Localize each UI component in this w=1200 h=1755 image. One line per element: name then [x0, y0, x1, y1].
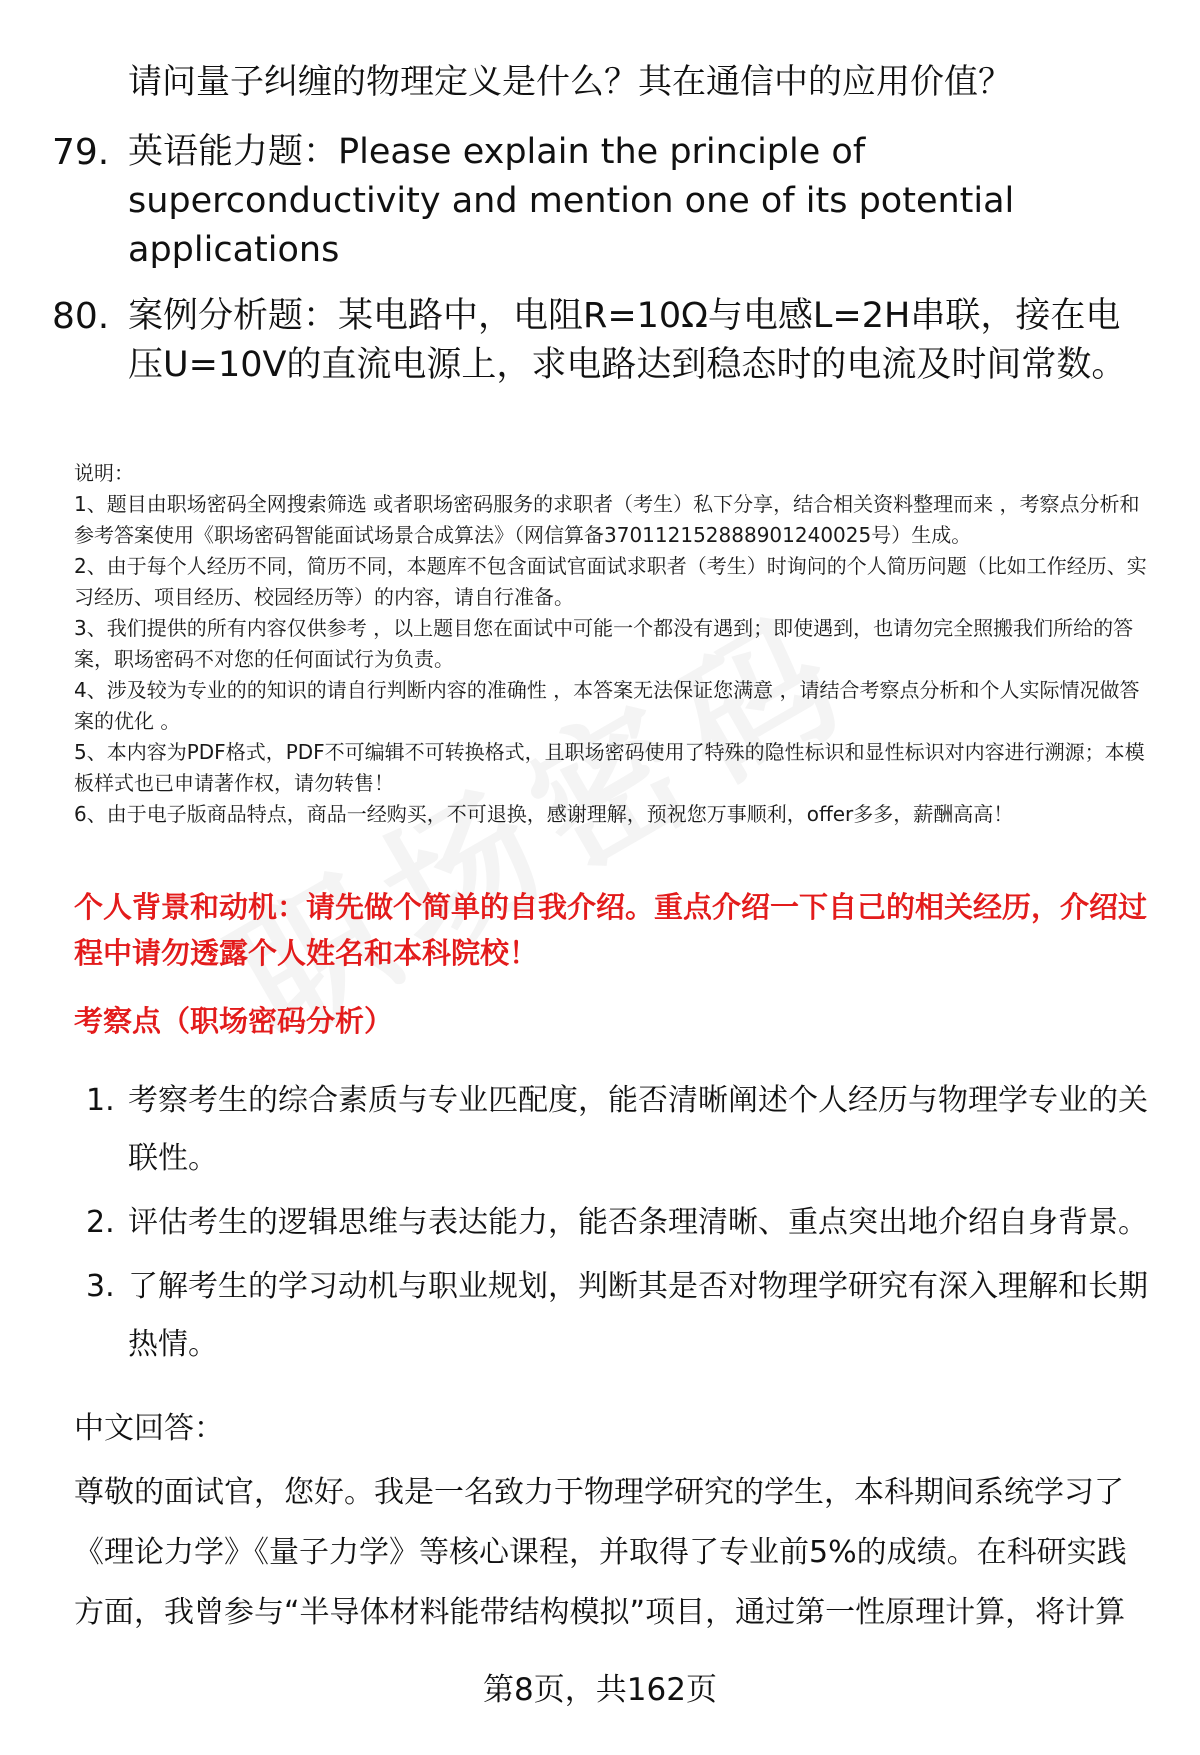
note-item: 6、由于电子版商品特点，商品一经购买，不可退换，感谢理解，预祝您万事顺利，offer多多，薪酬高高！	[74, 802, 1014, 826]
assessment-point	[74, 1258, 1154, 1374]
question-number: 80.	[52, 296, 110, 337]
assessment-heading: 考察点（职场密码分析）	[74, 1004, 394, 1038]
assessment-point	[74, 1194, 1154, 1252]
note-item: 2、由于每个人经历不同，简历不同，本题库不包含面试官面试求职者（考生）时询问的个人简历问题（比如工作经历、实习经历、项目经历、校园经历等）的内容，请自行准备。	[74, 554, 1147, 609]
point-text: 了解考生的学习动机与职业规划，判断其是否对物理学研究有深入理解和长期热情。	[128, 1269, 1148, 1362]
point-text: 考察考生的综合素质与专业匹配度，能否清晰阐述个人经历与物理学专业的关联性。	[128, 1083, 1148, 1176]
answer-label: 中文回答：	[74, 1411, 224, 1446]
notes-title: 说明：	[74, 461, 134, 485]
point-text: 评估考生的逻辑思维与表达能力，能否条理清晰、重点突出地介绍自身背景。	[128, 1205, 1148, 1240]
question-78-text: 请问量子纠缠的物理定义是什么？其在通信中的应用价值？	[128, 62, 1012, 102]
question-number: 79.	[52, 132, 110, 173]
answer-text: 尊敬的面试官，您好。我是一名致力于物理学研究的学生，本科期间系统学习了《理论力学》《量子力学》等核心课程，并取得了专业前5%的成绩。在科研实践方面，我曾参与“半导体材料能带结构模拟”项目，通过第一性原理计算，将计算	[74, 1475, 1127, 1630]
question-text: 案例分析题：某电路中，电阻R=10Ω与电感L=2H串联，接在电压U=10V的直流电源上，求电路达到稳态时的电流及时间常数。	[128, 296, 1127, 385]
point-number: 3.	[86, 1269, 115, 1304]
point-number: 1.	[86, 1083, 115, 1118]
page-footer: 第8页，共162页	[483, 1672, 717, 1708]
note-item: 4、涉及较为专业的的知识的请自行判断内容的准确性 ，本答案无法保证您满意 ，请结合考察点分析和个人实际情况做答案的优化 。	[74, 678, 1140, 733]
question-text: 英语能力题：Please explain the principle of superconductivity and mention one of its potential applications	[128, 132, 1015, 270]
note-item: 3、我们提供的所有内容仅供参考 ，以上题目您在面试中可能一个都没有遇到；即使遇到，也请勿完全照搬我们所给的答案，职场密码不对您的任何面试行为负责。	[74, 616, 1134, 671]
note-item: 1、题目由职场密码全网搜索筛选 或者职场密码服务的求职者（考生）私下分享，结合相关资料整理而来 ，考察点分析和参考答案使用《职场密码智能面试场景合成算法》（网信算备370112152888901240025号）生成。	[74, 492, 1140, 547]
assessment-points-list	[74, 1072, 1154, 1380]
assessment-point	[74, 1072, 1154, 1188]
point-number: 2.	[86, 1205, 115, 1240]
notes-section	[74, 458, 1159, 830]
personal-background-heading: 个人背景和动机：请先做个简单的自我介绍。重点介绍一下自己的相关经历，介绍过程中请勿透露个人姓名和本科院校！	[74, 890, 1148, 970]
note-item: 5、本内容为PDF格式，PDF不可编辑不可转换格式，且职场密码使用了特殊的隐性标识和显性标识对内容进行溯源；本模板样式也已申请著作权，请勿转售！	[74, 740, 1145, 795]
